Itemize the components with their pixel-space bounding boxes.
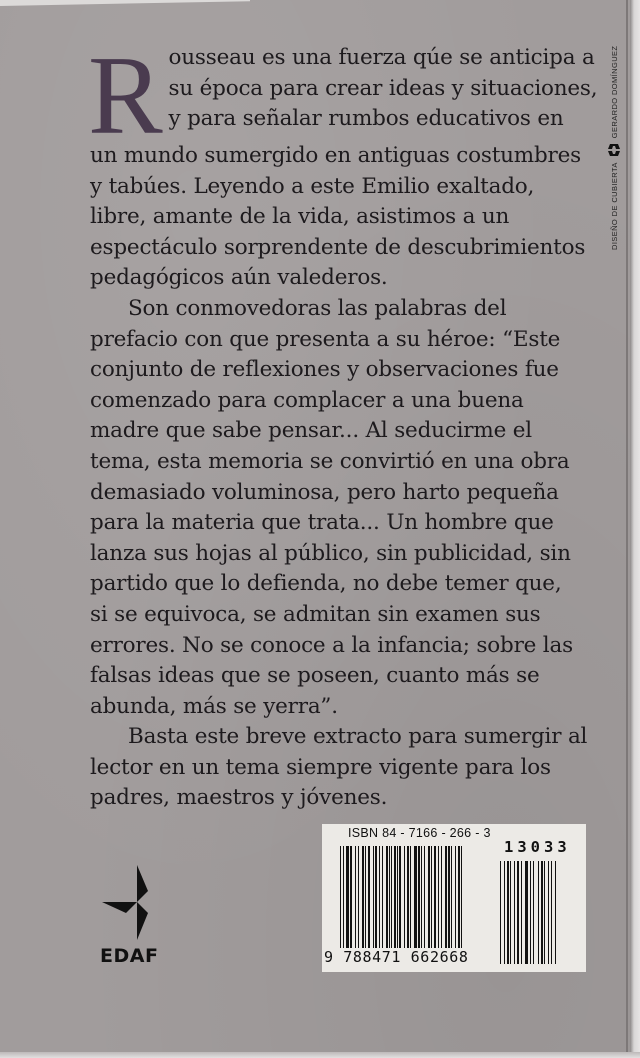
- barcode-bar: [375, 846, 377, 964]
- barcode-bar: [510, 861, 511, 964]
- text-line: errores. No se conoce a la infancia; sobre las: [90, 632, 573, 658]
- text-line: y tabúes. Leyendo a este Emilio exaltado,: [90, 173, 535, 199]
- text-line: Son conmovedoras las palabras del: [128, 295, 507, 321]
- barcode-bar: [431, 846, 432, 964]
- barcode-bar: [504, 861, 505, 964]
- text-line: prefacio con que presenta a su héroe: “Este: [90, 326, 561, 352]
- barcode-bar: [358, 846, 359, 964]
- barcode-bar: [346, 846, 349, 964]
- text-line: padres, maestros y jóvenes.: [90, 785, 388, 811]
- barcode-bar: [397, 846, 398, 964]
- text-line: lanza sus hojas al público, sin publicidad, sin: [90, 540, 571, 566]
- barcode-bar: [391, 846, 392, 964]
- ean-digits: 9 788471 662668: [324, 948, 469, 966]
- barcode-bar: [525, 861, 528, 964]
- text-line: y para señalar rumbos educativos en: [168, 106, 564, 132]
- page-edge-right: [630, 0, 640, 1058]
- compass-star-icon: [100, 865, 175, 940]
- blurb-text: [88, 34, 598, 814]
- barcode-bar: [407, 846, 409, 964]
- barcode-bar: [541, 861, 543, 964]
- barcode-bar: [530, 861, 531, 964]
- barcode-bar: [544, 861, 545, 964]
- barcode-bar: [373, 846, 374, 964]
- drop-cap: R: [88, 34, 163, 158]
- barcode-bar: [355, 846, 356, 964]
- barcode-bar: [379, 846, 380, 964]
- barcode-bar: [441, 846, 442, 964]
- barcode-bar: [514, 861, 515, 964]
- barcode-bar: [551, 861, 552, 964]
- page-edge-bottom: [0, 1052, 640, 1058]
- text-line: para la materia que trata... Un hombre que: [90, 510, 554, 536]
- barcode-bar: [362, 846, 364, 964]
- barcode-bar: [414, 846, 417, 964]
- barcode-bar: [399, 846, 401, 964]
- designer-name: GERARDO DOMÍNGUEZ: [609, 45, 619, 139]
- barcode-bar: [382, 846, 383, 964]
- barcode-bar: [350, 846, 352, 964]
- barcode-bar: [538, 861, 539, 964]
- text-line: comenzado para complacer a una buena: [90, 387, 524, 413]
- publisher-logo: [100, 865, 175, 970]
- text-line: ousseau es una fuerza qúe se anticipa a: [168, 45, 595, 70]
- barcode-bar: [428, 846, 430, 964]
- cover-design-credit: [608, 46, 620, 250]
- text-line: su época para crear ideas y situaciones,: [168, 75, 598, 101]
- barcode-bar: [418, 846, 420, 964]
- text-line: partido que lo defienda, no debe temer que,: [90, 571, 562, 597]
- barcode-bar: [368, 846, 370, 964]
- paragraph-2: [90, 294, 590, 722]
- text-line: lector en un tema siempre vigente para los: [90, 754, 551, 780]
- text-line: demasiado voluminosa, pero harto pequeña: [90, 479, 559, 505]
- paragraph-3: [90, 722, 590, 814]
- text-line: un mundo sumergido en antiguas costumbres: [90, 143, 581, 168]
- barcode-bar: [448, 846, 450, 964]
- barcode-bar: [434, 846, 436, 964]
- spine-fold: [626, 0, 628, 1052]
- barcode-bar: [389, 846, 390, 964]
- barcode-bar: [548, 861, 549, 964]
- barcode-bar: [517, 861, 519, 964]
- credit-label: DISEÑO DE CUBIERTA: [609, 162, 619, 250]
- barcode-bar: [521, 861, 522, 964]
- barcode-bar: [410, 846, 411, 964]
- text-line: espectáculo sorprendente de descubrimientos: [90, 234, 586, 260]
- barcode-bar: [455, 846, 456, 964]
- barcode-bar: [424, 846, 425, 964]
- barcode-bar: [386, 846, 388, 964]
- text-line: madre que sabe pensar... Al seducirme el: [90, 418, 532, 444]
- barcode-bar: [500, 861, 501, 964]
- barcode-bar: [451, 846, 452, 964]
- barcode-bar: [533, 861, 534, 964]
- barcode-bar: [365, 846, 366, 964]
- barcode-bar: [555, 861, 556, 964]
- barcode-bar: [421, 846, 422, 964]
- designer-logo-icon: [608, 143, 620, 157]
- barcode-bar: [438, 846, 439, 964]
- isbn-barcode: [322, 824, 586, 972]
- barcode-addon-number: 13033: [504, 838, 571, 856]
- text-line: pedagógicos aún valederos.: [90, 265, 388, 291]
- barcode-bar: [404, 846, 405, 964]
- barcode-bar: [507, 861, 509, 964]
- paragraph-1: [88, 34, 598, 294]
- text-line: libre, amante de la vida, asistimos a un: [90, 204, 510, 230]
- text-line: conjunto de reflexiones y observaciones fue: [90, 357, 559, 383]
- barcode-bar: [340, 846, 341, 964]
- text-line: Basta este breve extracto para sumergir al: [128, 724, 588, 750]
- barcode-bar: [458, 846, 460, 964]
- barcode-bar: [343, 846, 344, 964]
- barcode-bar: [461, 846, 462, 964]
- text-line: tema, esta memoria se convirtió en una obra: [90, 448, 570, 474]
- text-line: falsas ideas que se poseen, cuanto más se: [90, 663, 540, 689]
- barcode-bar: [445, 846, 447, 964]
- publisher-name: EDAF: [100, 945, 159, 967]
- barcode-bar: [394, 846, 396, 964]
- text-line: abunda, más se yerra”.: [90, 693, 338, 719]
- isbn-number: ISBN 84 - 7166 - 266 - 3: [348, 826, 491, 840]
- text-line: si se equivoca, se admitan sin examen sus: [90, 601, 541, 627]
